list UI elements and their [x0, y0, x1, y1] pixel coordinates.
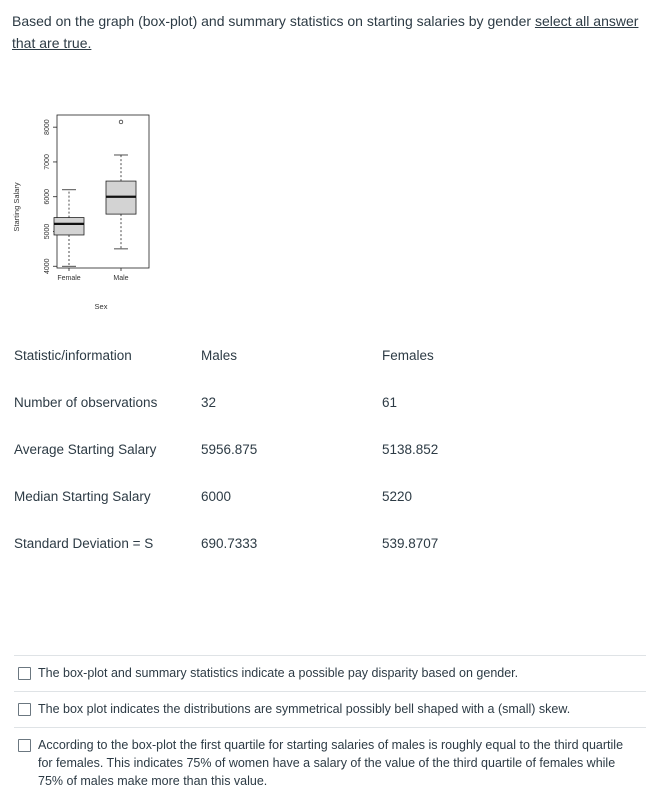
stat-value-females: 5138.852: [382, 442, 439, 457]
box-female: [54, 218, 84, 235]
y-tick-label: 5000: [44, 223, 51, 240]
answer-label: According to the box-plot the first quartile for starting salaries of males is roughly equal to the third quartile for females. This indicates 75% of women have a salary of the value of the third quartile of females while 75% of males make more than this value.: [38, 738, 624, 788]
question-text: Based on the graph (box-plot) and summary statistics on starting salaries by gender: [12, 13, 535, 29]
y-tick-label: 8000: [44, 119, 51, 135]
stat-value-males: 6000: [201, 489, 232, 504]
stats-header-row: [14, 334, 634, 381]
stat-value-males: 32: [201, 395, 217, 410]
salary-boxplot: [0, 95, 170, 325]
x-axis-label: Sex: [94, 302, 108, 311]
stat-value-females: 539.8707: [382, 536, 439, 551]
question-prompt: [12, 10, 644, 54]
x-tick-label: Male: [113, 275, 129, 282]
stats-row-median: [14, 475, 634, 522]
stats-row-std-dev: [14, 522, 634, 569]
outlier-point: [119, 120, 123, 124]
question-instruction: select all answer that are true.: [12, 13, 639, 51]
y-tick-label: 4000: [44, 258, 51, 275]
y-axis-label: Starting Salary: [12, 182, 21, 232]
answer-checkbox[interactable]: [18, 739, 31, 752]
stat-label: Standard Deviation = S: [14, 536, 154, 551]
boxplot-svg: [0, 95, 170, 325]
stat-value-males: 690.7333: [201, 536, 258, 551]
stat-label: Median Starting Salary: [14, 489, 151, 504]
y-tick-label: 7000: [44, 154, 51, 170]
answer-option-3[interactable]: [14, 727, 646, 799]
answer-option-1[interactable]: [14, 655, 646, 691]
x-tick-label: Female: [57, 275, 81, 282]
answer-option-2[interactable]: [14, 691, 646, 727]
stats-header-statistic: Statistic/information: [14, 348, 132, 363]
answer-label: The box-plot and summary statistics indicate a possible pay disparity based on gender.: [38, 666, 519, 680]
answer-checkbox[interactable]: [18, 667, 31, 680]
answer-checkbox[interactable]: [18, 703, 31, 716]
stat-value-females: 61: [382, 395, 398, 410]
stats-row-observations: [14, 381, 634, 428]
stat-label: Number of observations: [14, 395, 158, 410]
summary-statistics-table: [14, 334, 634, 569]
stat-label: Average Starting Salary: [14, 442, 157, 457]
answer-label: The box plot indicates the distributions are symmetrical possibly bell shaped with a (small) skew.: [38, 702, 571, 716]
answer-options: [14, 655, 646, 799]
stat-value-females: 5220: [382, 489, 413, 504]
stats-header-males: Males: [201, 348, 238, 363]
y-tick-label: 6000: [44, 188, 51, 205]
stats-header-females: Females: [382, 348, 434, 363]
stat-value-males: 5956.875: [201, 442, 258, 457]
stats-row-average: [14, 428, 634, 475]
